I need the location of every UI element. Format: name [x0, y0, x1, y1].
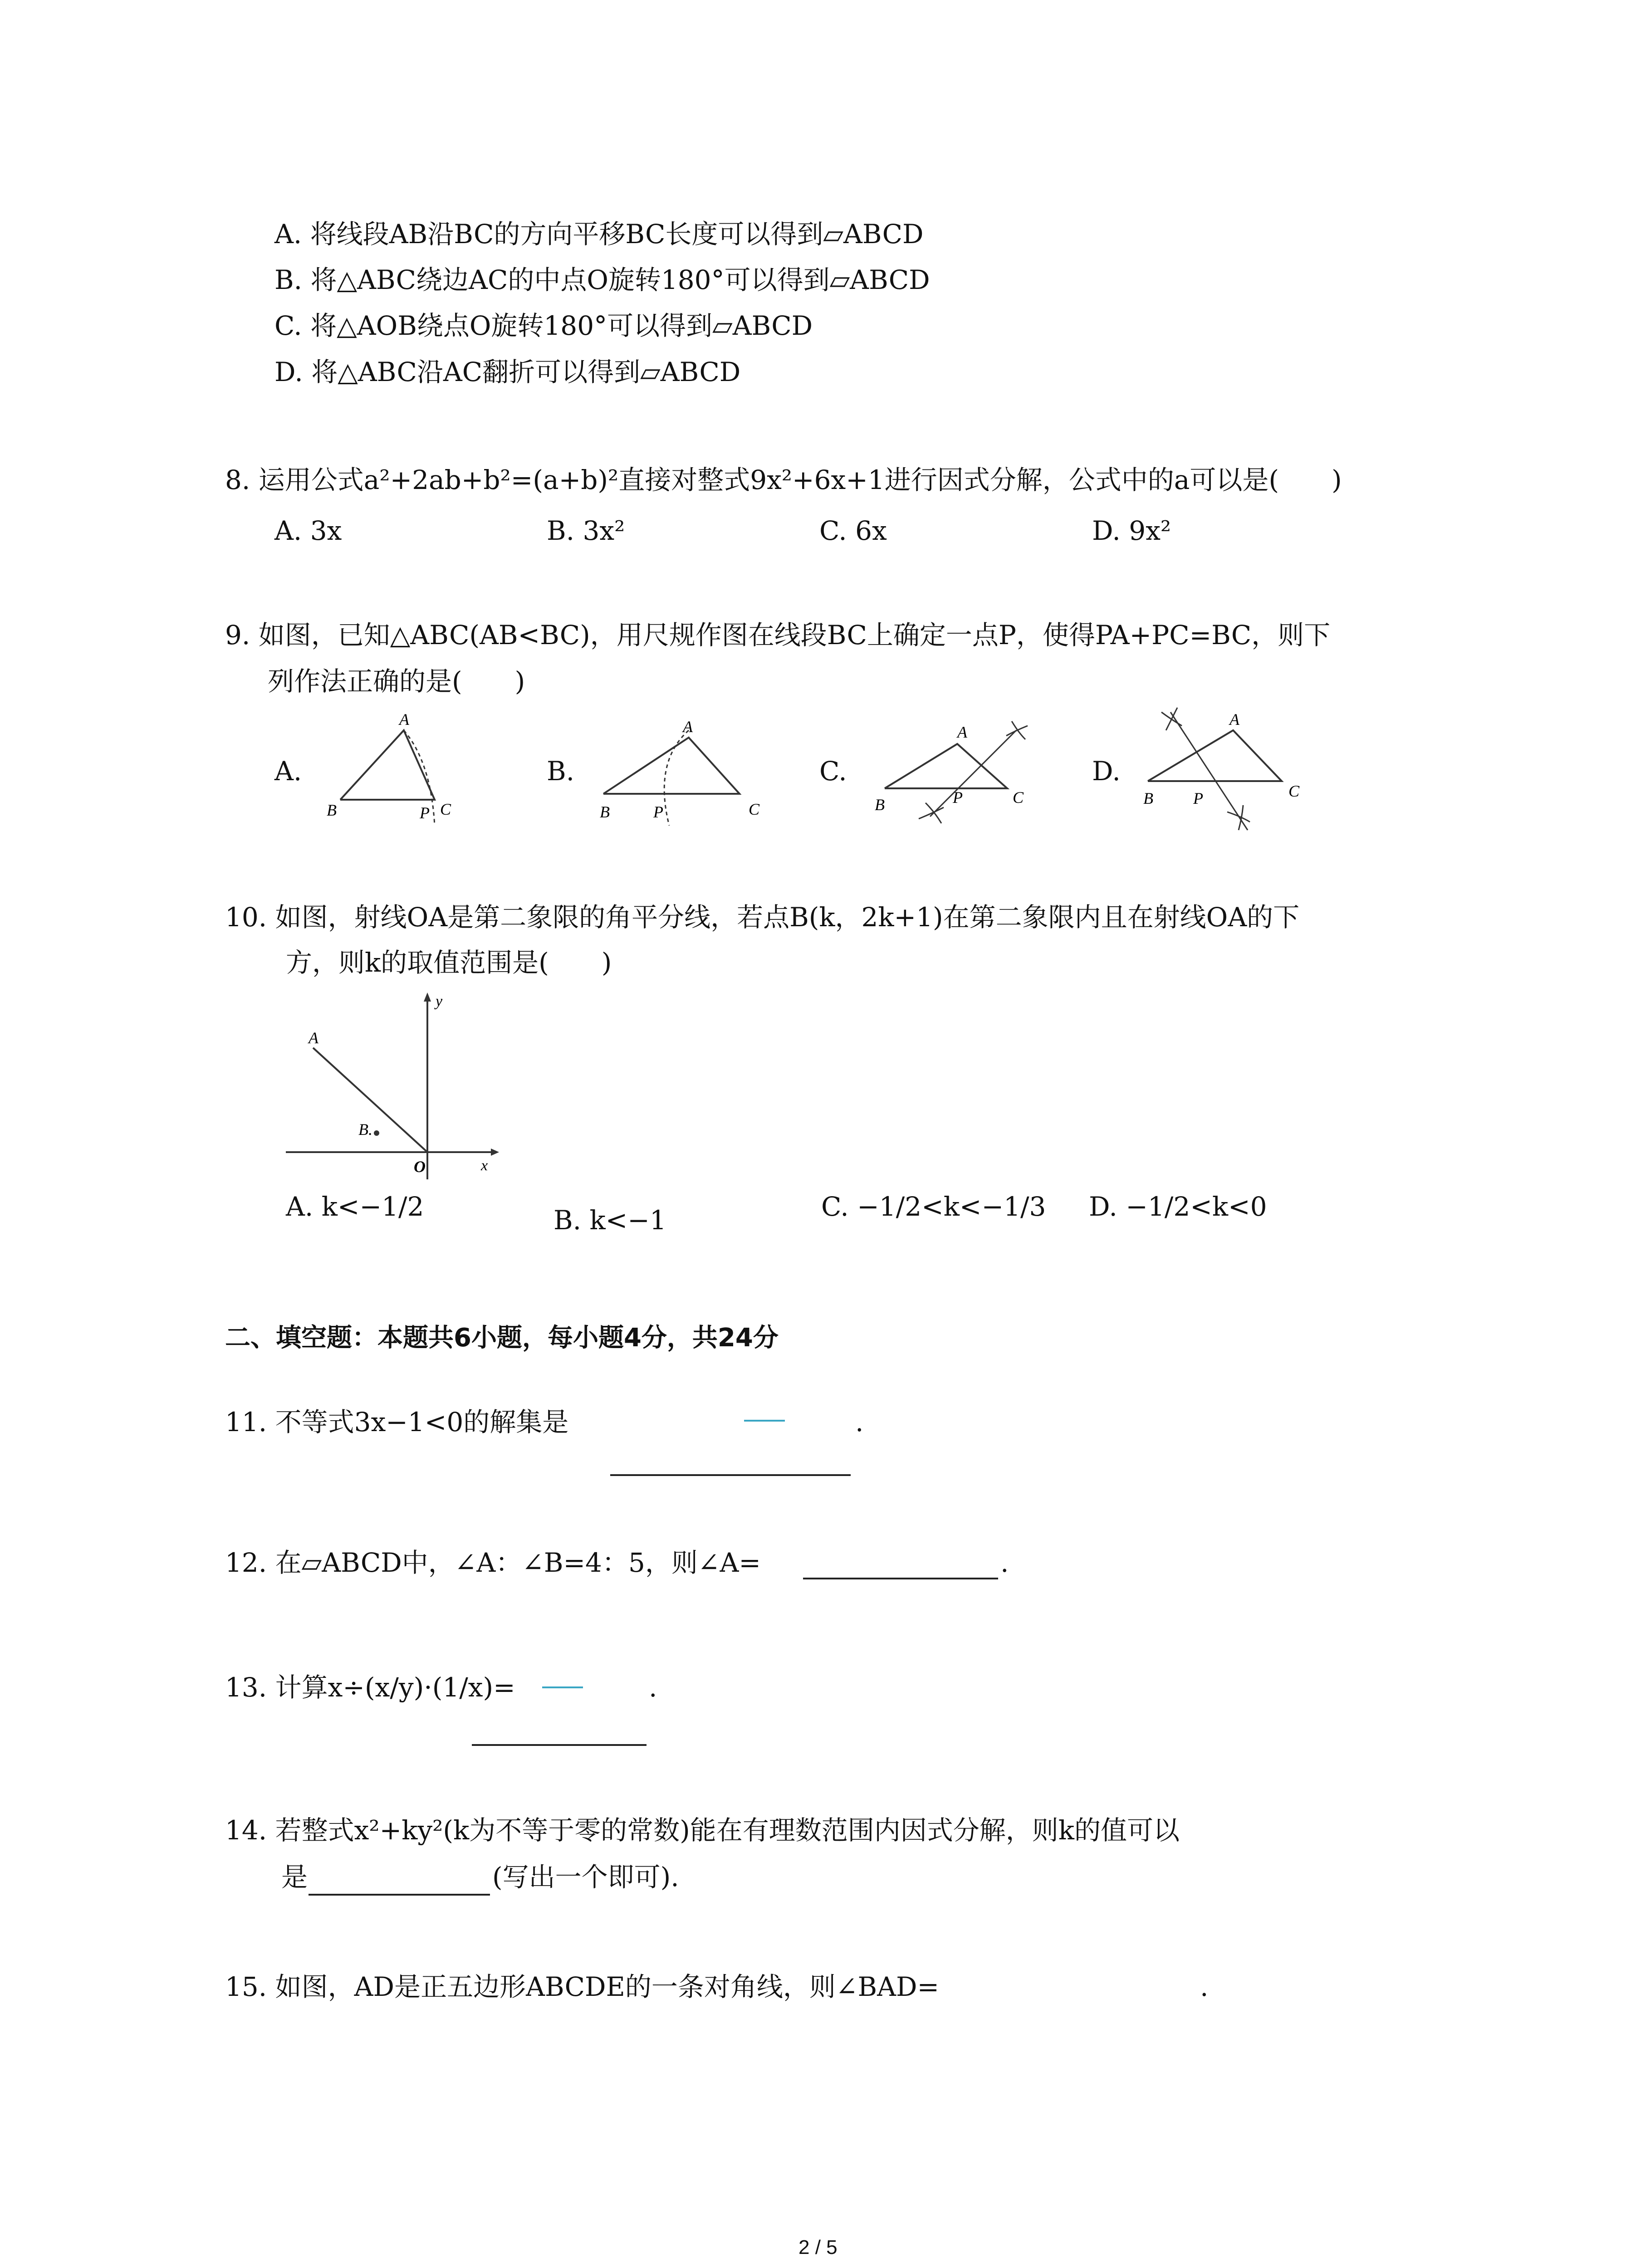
svg-text:P: P	[420, 804, 430, 822]
svg-text:P: P	[653, 803, 663, 821]
q8-option-a: A. 3x	[274, 515, 342, 546]
q10-option-d-text: D. −1/2<k<0	[1089, 1191, 1267, 1222]
svg-text:B: B	[600, 803, 610, 821]
q10-option-a	[286, 1188, 424, 1225]
q12-end: .	[1000, 1547, 1009, 1578]
svg-text:P: P	[1193, 789, 1203, 807]
q10-stem-line1: 10. 如图，射线OA是第二象限的角平分线，若点B(k，2k+1)在第二象限内且在射线OA的下	[225, 902, 1300, 933]
svg-text:x: x	[481, 1157, 488, 1174]
svg-text:O: O	[414, 1158, 426, 1176]
q9-figure-a	[318, 712, 490, 830]
q10-stem-line2: 方，则k的取值范围是( )	[286, 947, 612, 978]
svg-text:A: A	[683, 718, 693, 736]
q7-option-d: D. 将△ABC沿AC翻折可以得到▱ABCD	[274, 357, 741, 387]
q9-figure-c	[862, 712, 1071, 830]
q9-option-b-label: B.	[547, 756, 575, 787]
q10-option-b: B. k<−1	[554, 1205, 666, 1236]
q11-stem: 11. 不等式3x−1<0的解集是	[225, 1407, 569, 1437]
q15-end: .	[1200, 1971, 1209, 2002]
q10-option-c-text: C. −1/2<k<−1/3	[821, 1191, 1046, 1222]
q13-stem: 13. 计算x÷(x/y)·(1/x)=	[225, 1672, 515, 1703]
q12-answer-blank[interactable]	[803, 1578, 998, 1579]
q7-option-c: C. 将△AOB绕点O旋转180°可以得到▱ABCD	[274, 310, 813, 341]
svg-text:A: A	[399, 712, 409, 728]
q8-stem: 8. 运用公式a²+2ab+b²=(a+b)²直接对整式9x²+6x+1进行因式分解，公式中的a可以是( )	[225, 464, 1342, 495]
q9-option-a-label: A.	[274, 756, 302, 787]
svg-text:B: B	[327, 801, 337, 819]
q14-stem-line2-pre: 是	[281, 1862, 308, 1892]
q13-end: .	[649, 1672, 657, 1703]
q10-option-d	[1089, 1188, 1267, 1225]
q9-option-d-label: D.	[1092, 756, 1121, 787]
q14-stem-line2-post: (写出一个即可).	[492, 1862, 679, 1892]
svg-text:y: y	[436, 993, 443, 1010]
q13-answer-dash	[542, 1686, 583, 1688]
q11-answer-blank[interactable]	[610, 1474, 851, 1476]
q15-stem: 15. 如图，AD是正五边形ABCDE的一条对角线，则∠BAD=	[225, 1971, 940, 2002]
q8-option-b: B. 3x²	[547, 515, 625, 546]
q10-option-c	[821, 1188, 1046, 1225]
section-heading-fill-in: 二、填空题：本题共6小题，每小题4分，共24分	[225, 1323, 779, 1353]
svg-text:A: A	[1230, 710, 1239, 728]
q9-stem-line2: 列作法正确的是( )	[268, 666, 525, 697]
q9-option-c-label: C.	[819, 756, 847, 787]
svg-text:C: C	[440, 800, 451, 818]
q8-option-c: C. 6x	[819, 515, 887, 546]
q11-answer-dash	[744, 1420, 785, 1422]
q9-figure-d	[1134, 703, 1325, 839]
svg-text:B.: B.	[358, 1120, 372, 1139]
q7-option-a: A. 将线段AB沿BC的方向平移BC长度可以得到▱ABCD	[274, 219, 924, 249]
q9-figure-b	[590, 712, 780, 835]
q12-stem: 12. 在▱ABCD中，∠A：∠B=4：5，则∠A=	[225, 1547, 761, 1578]
q13-answer-blank[interactable]	[472, 1744, 647, 1746]
svg-text:B: B	[1143, 789, 1153, 807]
q14-answer-blank[interactable]	[309, 1894, 490, 1896]
svg-text:B: B	[875, 796, 885, 814]
q11-end: .	[855, 1407, 864, 1437]
svg-text:C: C	[1013, 788, 1024, 807]
q10-coordinate-figure	[281, 989, 508, 1188]
q8-option-d: D. 9x²	[1092, 515, 1171, 546]
page-number: 2 / 5	[798, 2236, 838, 2258]
q10-option-a-text: A. k<−1/2	[286, 1191, 424, 1222]
svg-text:A: A	[309, 1029, 318, 1047]
q14-stem-line1: 14. 若整式x²+ky²(k为不等于零的常数)能在有理数范围内因式分解，则k的值可以	[225, 1815, 1180, 1846]
q7-option-b: B. 将△ABC绕边AC的中点O旋转180°可以得到▱ABCD	[274, 264, 930, 295]
svg-text:C: C	[1288, 782, 1300, 800]
q9-stem-line1: 9. 如图，已知△ABC(AB<BC)，用尺规作图在线段BC上确定一点P，使得PA+PC=BC，则下	[225, 620, 1331, 650]
svg-text:A: A	[957, 723, 967, 741]
svg-text:P: P	[953, 788, 963, 807]
svg-text:C: C	[749, 800, 760, 818]
